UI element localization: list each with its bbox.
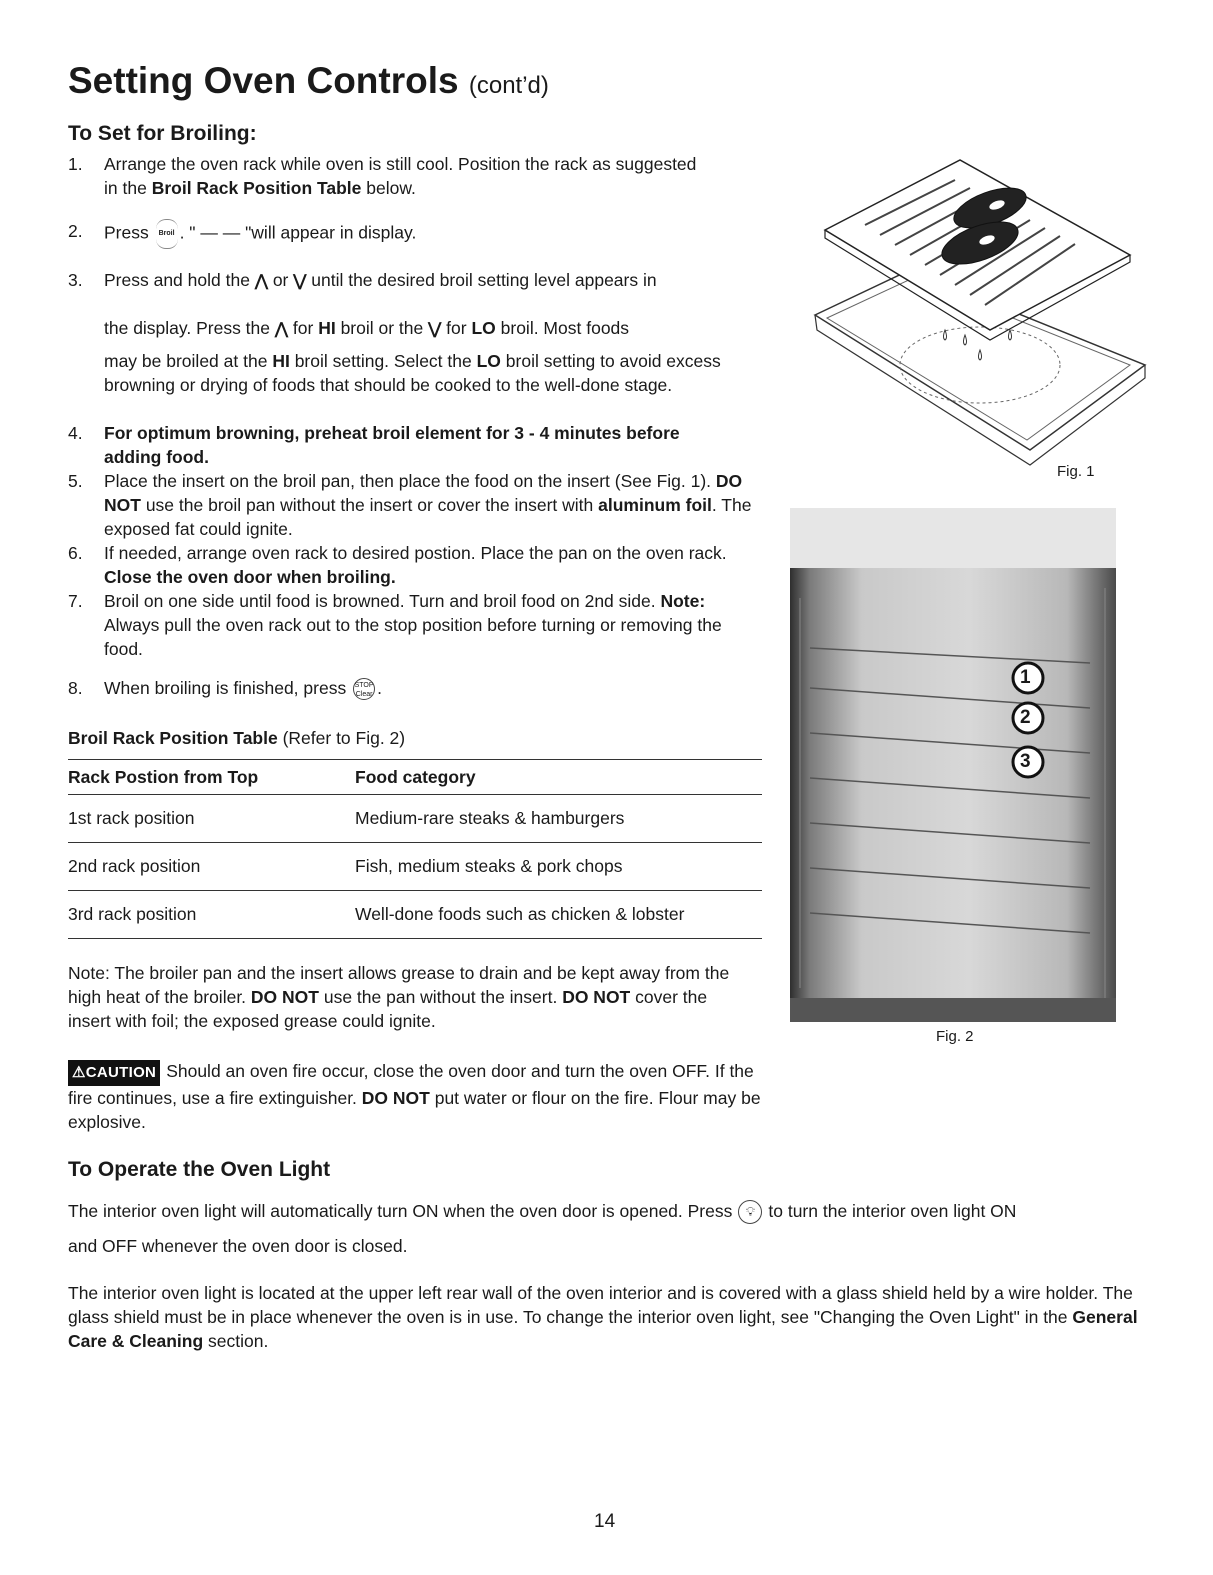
table-cell: Fish, medium steaks & pork chops	[355, 843, 762, 891]
table-cell: Medium-rare steaks & hamburgers	[355, 795, 762, 843]
broiling-heading: To Set for Broiling:	[68, 122, 257, 145]
rack-label-2: 2	[1020, 707, 1031, 728]
table-header-row	[68, 760, 762, 795]
broil-button-icon: Broil	[156, 219, 178, 249]
column-header: Food category	[355, 760, 762, 795]
oven-interior-photo	[790, 508, 1116, 1022]
table-row	[68, 843, 762, 891]
page-title: Setting Oven Controls (cont’d)	[68, 60, 549, 101]
table-cell: 2nd rack position	[68, 843, 355, 891]
table-row	[68, 795, 762, 843]
figure-1-label: Fig. 1	[1057, 463, 1095, 480]
oven-racks-drawing	[790, 508, 1116, 1022]
light-bulb-icon: 💡︎	[738, 1200, 762, 1224]
warning-triangle-icon: ⚠	[72, 1064, 86, 1081]
note-paragraph: Note: The broiler pan and the insert allows grease to drain and be kept away from the high heat of the broiler. DO NOT use the pan without the insert. DO NOT cover the insert with foil; the exposed grease could ignite.	[68, 963, 730, 1031]
up-arrow-icon: ⋀	[274, 321, 289, 338]
caution-paragraph: ⚠CAUTION Should an oven fire occur, close the oven door and turn the oven OFF. If the fire continues, use a fire extinguisher. DO NOT put water or flour on the fire. Flour may be explosive.	[68, 1061, 761, 1132]
oven-light-paragraph-1: The interior oven light will automatically turn ON when the oven door is opened. Press 💡︎ to turn the interior oven light ON	[68, 1199, 1158, 1224]
oven-light-paragraph-2: The interior oven light is located at the upper left rear wall of the oven interior and is covered with a glass shield held by a wire holder. The glass shield must be in place whenever the oven is in use. To change the interior oven light, see "Changing the Oven Light" in the General Care & Cleaning section.	[68, 1283, 1138, 1351]
oven-light-paragraph-1-cont: and OFF whenever the oven door is closed.	[68, 1236, 408, 1256]
broil-pan-illustration	[805, 150, 1150, 470]
oven-light-heading: To Operate the Oven Light	[68, 1158, 331, 1181]
table-cell: Well-done foods such as chicken & lobster	[355, 891, 762, 939]
broil-rack-table	[68, 759, 762, 939]
table-cell: 3rd rack position	[68, 891, 355, 939]
up-arrow-icon: ⋀	[254, 273, 268, 290]
down-arrow-icon: ⋁	[428, 321, 442, 338]
figure-2-label: Fig. 2	[936, 1028, 974, 1045]
stop-clear-button-icon: STOP Clear	[353, 678, 375, 700]
page-number: 14	[594, 1511, 616, 1532]
caution-badge: ⚠CAUTION	[68, 1060, 160, 1086]
down-arrow-icon: ⋁	[293, 273, 307, 290]
rack-label-1: 1	[1020, 667, 1031, 688]
rack-label-3: 3	[1020, 751, 1031, 772]
title-suffix: (cont’d)	[468, 72, 549, 99]
table-cell: 1st rack position	[68, 795, 355, 843]
table-row	[68, 891, 762, 939]
column-header: Rack Postion from Top	[68, 760, 355, 795]
table-caption: Broil Rack Position Table (Refer to Fig. 2)	[68, 728, 406, 748]
